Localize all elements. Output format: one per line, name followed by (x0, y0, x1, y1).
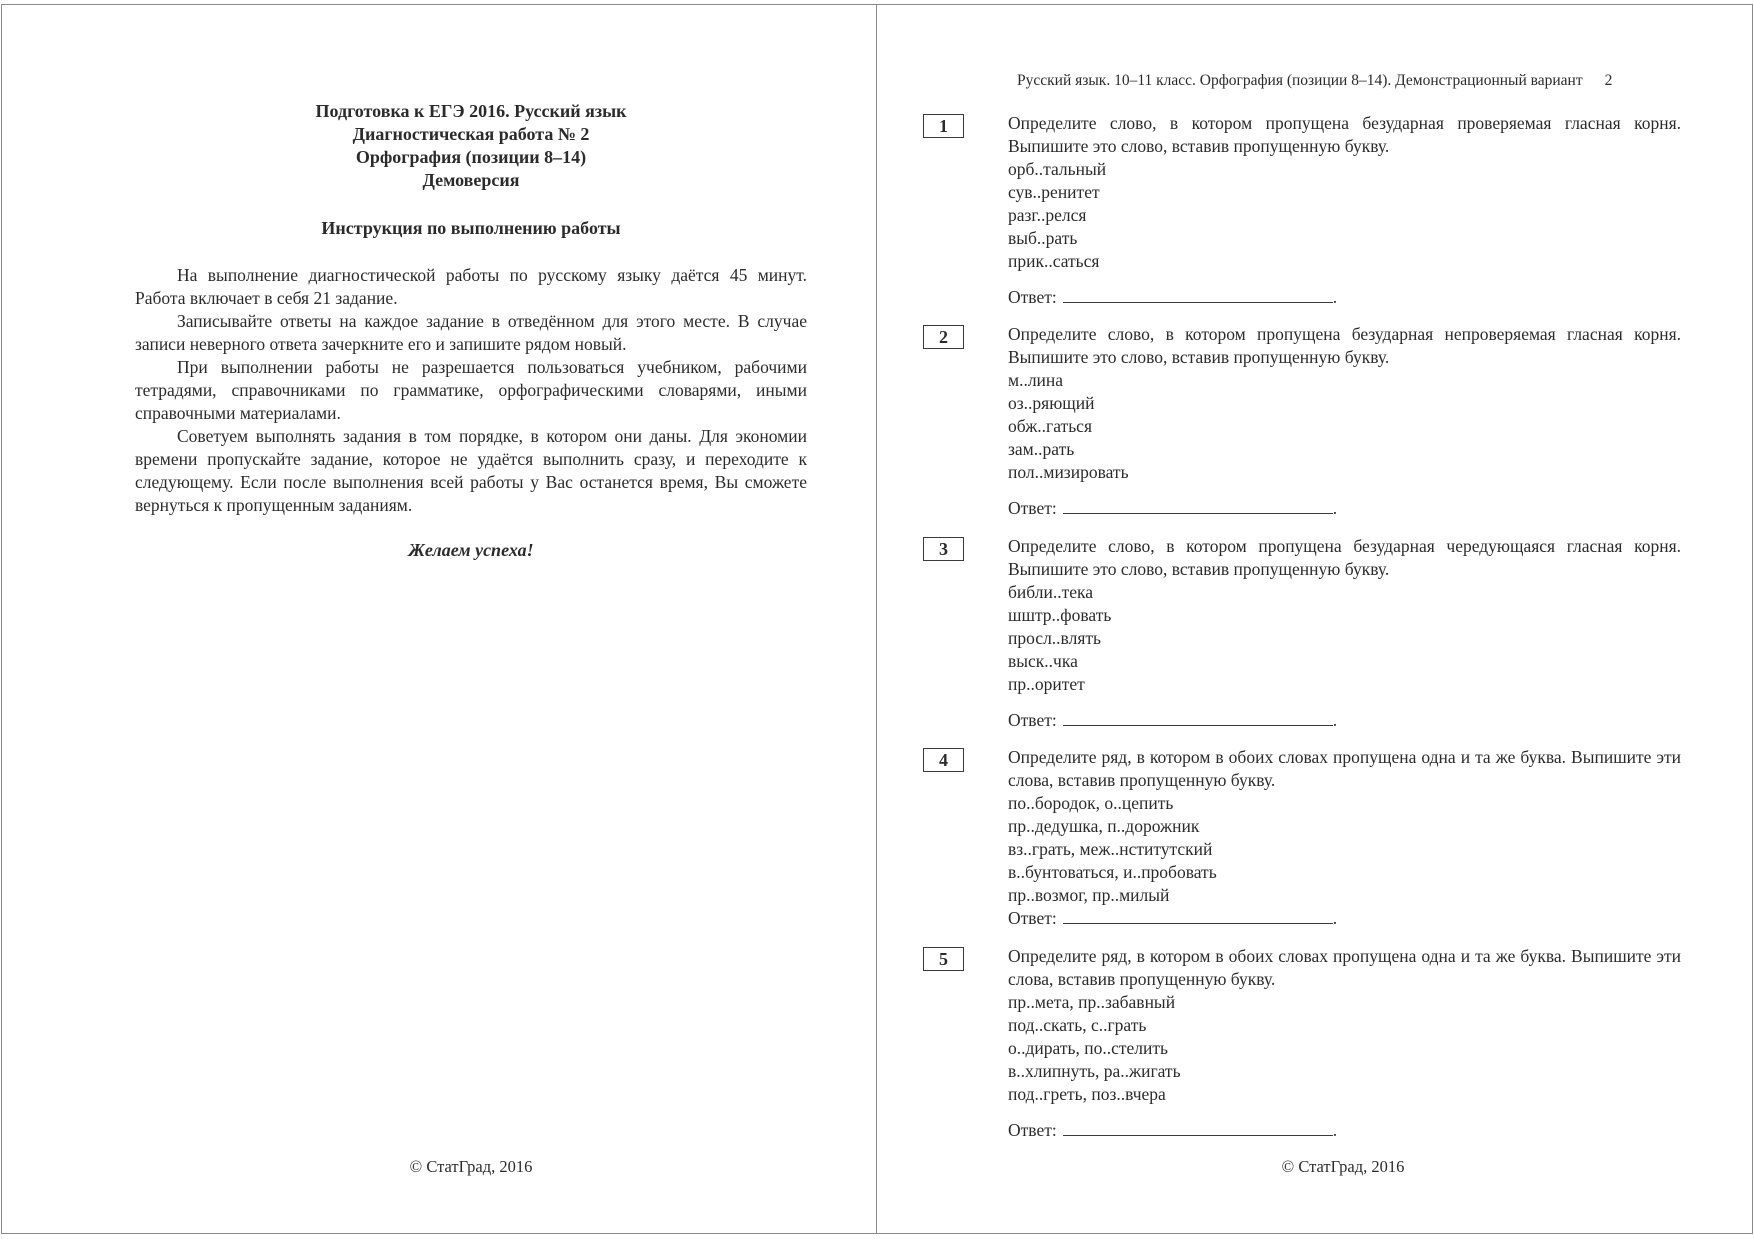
answer-label: Ответ: (1008, 1120, 1057, 1140)
word-option: по..бородок, о..цепить (1008, 793, 1174, 813)
running-header (1017, 72, 1613, 90)
word-list (1008, 792, 1681, 907)
task-content (1008, 112, 1681, 309)
task-question: Определите ряд, в котором в обоих словах пропущена одна и та же буква. Выпишите эти слова, вставив пропущенную букву. (1008, 747, 1681, 790)
task-number-box: 5 (923, 947, 964, 971)
answer-end: . (1332, 710, 1338, 730)
answer-end: . (1332, 908, 1338, 928)
word-option: оз..ряющий (1008, 393, 1095, 413)
task-content (1008, 945, 1681, 1142)
answer-field[interactable] (1063, 1119, 1333, 1136)
word-option: библи..тека (1008, 582, 1094, 602)
answer-row (1008, 286, 1681, 309)
word-option: орб..тальный (1008, 159, 1107, 179)
word-option: пол..мизировать (1008, 462, 1129, 482)
word-option: под..греть, поз..вчера (1008, 1084, 1166, 1104)
word-option: выб..рать (1008, 228, 1078, 248)
task-question: Определите слово, в котором пропущена безударная непроверяемая гласная корня. Выпишите это слово, вставив пропущенную букву. (1008, 324, 1681, 367)
good-luck-wish: Желаем успеха! (408, 540, 534, 560)
answer-end: . (1332, 498, 1338, 518)
word-option: пр..дедушка, п..дорожник (1008, 816, 1200, 836)
right-footer-copyright: © СтатГрад, 2016 (1281, 1157, 1405, 1176)
title-line: Подготовка к ЕГЭ 2016. Русский язык (315, 101, 627, 121)
word-option: зам..рать (1008, 439, 1075, 459)
task-content (1008, 746, 1681, 930)
answer-row (1008, 497, 1681, 520)
instructions-body (135, 264, 807, 517)
task-question: Определите слово, в котором пропущена безударная чередующаяся гласная корня. Выпишите это слово, вставив пропущенную букву. (1008, 536, 1681, 579)
word-option: пр..оритет (1008, 674, 1085, 694)
instruction-paragraph: На выполнение диагностической работы по русскому языку даётся 45 минут. Работа включает в себя 21 задание. (135, 265, 807, 308)
document-title (135, 100, 807, 192)
title-line: Орфография (позиции 8–14) (355, 147, 587, 167)
word-list (1008, 158, 1681, 273)
word-option: просл..влять (1008, 628, 1101, 648)
word-option: выск..чка (1008, 651, 1078, 671)
word-option: обж..гаться (1008, 416, 1092, 436)
task-number-box: 4 (923, 748, 964, 772)
answer-field[interactable] (1063, 907, 1333, 924)
task-content (1008, 323, 1681, 520)
word-option: пр..возмог, пр..милый (1008, 885, 1170, 905)
answer-label: Ответ: (1008, 908, 1057, 928)
task-question: Определите ряд, в котором в обоих словах пропущена одна и та же буква. Выпишите эти слова, вставив пропущенную букву. (1008, 946, 1681, 989)
instruction-paragraph: Записывайте ответы на каждое задание в отведённом для этого месте. В случае записи неверного ответа зачеркните его и запишите рядом новый. (135, 311, 807, 354)
answer-row (1008, 709, 1681, 732)
task-question: Определите слово, в котором пропущена безударная проверяемая гласная корня. Выпишите это слово, вставив пропущенную букву. (1008, 113, 1681, 156)
answer-field[interactable] (1063, 709, 1333, 726)
word-option: разг..релся (1008, 205, 1087, 225)
word-option: в..хлипнуть, ра..жигать (1008, 1061, 1181, 1081)
word-option: шштр..фовать (1008, 605, 1112, 625)
answer-label: Ответ: (1008, 287, 1057, 307)
answer-end: . (1332, 287, 1338, 307)
word-option: сув..ренитет (1008, 182, 1100, 202)
left-page (1, 4, 877, 1234)
title-line: Демоверсия (422, 170, 520, 190)
answer-label: Ответ: (1008, 710, 1057, 730)
word-option: в..бунтоваться, и..пробовать (1008, 862, 1217, 882)
instruction-paragraph: Советуем выполнять задания в том порядке, в котором они даны. Для экономии времени пропускайте задание, которое не удаётся выполнить сразу, и переходите к следующему. Если после выполнения всей работы у Вас останется время, Вы сможете вернуться к пропущенным заданиям. (135, 426, 807, 515)
answer-field[interactable] (1063, 286, 1333, 303)
word-option: м..лина (1008, 370, 1064, 390)
task-content (1008, 535, 1681, 732)
answer-end: . (1332, 1120, 1338, 1140)
word-option: пр..мета, пр..забавный (1008, 992, 1176, 1012)
word-option: прик..саться (1008, 251, 1100, 271)
page-number: 2 (1604, 72, 1613, 89)
right-page (877, 4, 1753, 1234)
answer-label: Ответ: (1008, 498, 1057, 518)
instruction-paragraph: При выполнении работы не разрешается пользоваться учебником, рабочими тетрадями, справочниками по грамматике, орфографическими словарями, иными справочными материалами. (135, 357, 807, 423)
answer-field[interactable] (1063, 497, 1333, 514)
title-line: Диагностическая работа № 2 (352, 124, 590, 144)
word-option: под..скать, с..грать (1008, 1015, 1147, 1035)
word-list (1008, 581, 1681, 696)
left-footer-copyright: © СтатГрад, 2016 (409, 1157, 533, 1176)
header-text: Русский язык. 10–11 класс. Орфография (позиции 8–14). Демонстрационный вариант (1017, 72, 1583, 89)
answer-row (1008, 907, 1681, 930)
instructions-heading: Инструкция по выполнению работы (321, 218, 621, 238)
word-option: вз..грать, меж..нститутский (1008, 839, 1213, 859)
task-number-box: 1 (923, 114, 964, 138)
word-option: о..дирать, по..стелить (1008, 1038, 1168, 1058)
answer-row (1008, 1119, 1681, 1142)
task-number-box: 2 (923, 325, 964, 349)
word-list (1008, 369, 1681, 484)
task-number-box: 3 (923, 537, 964, 561)
word-list (1008, 991, 1681, 1106)
